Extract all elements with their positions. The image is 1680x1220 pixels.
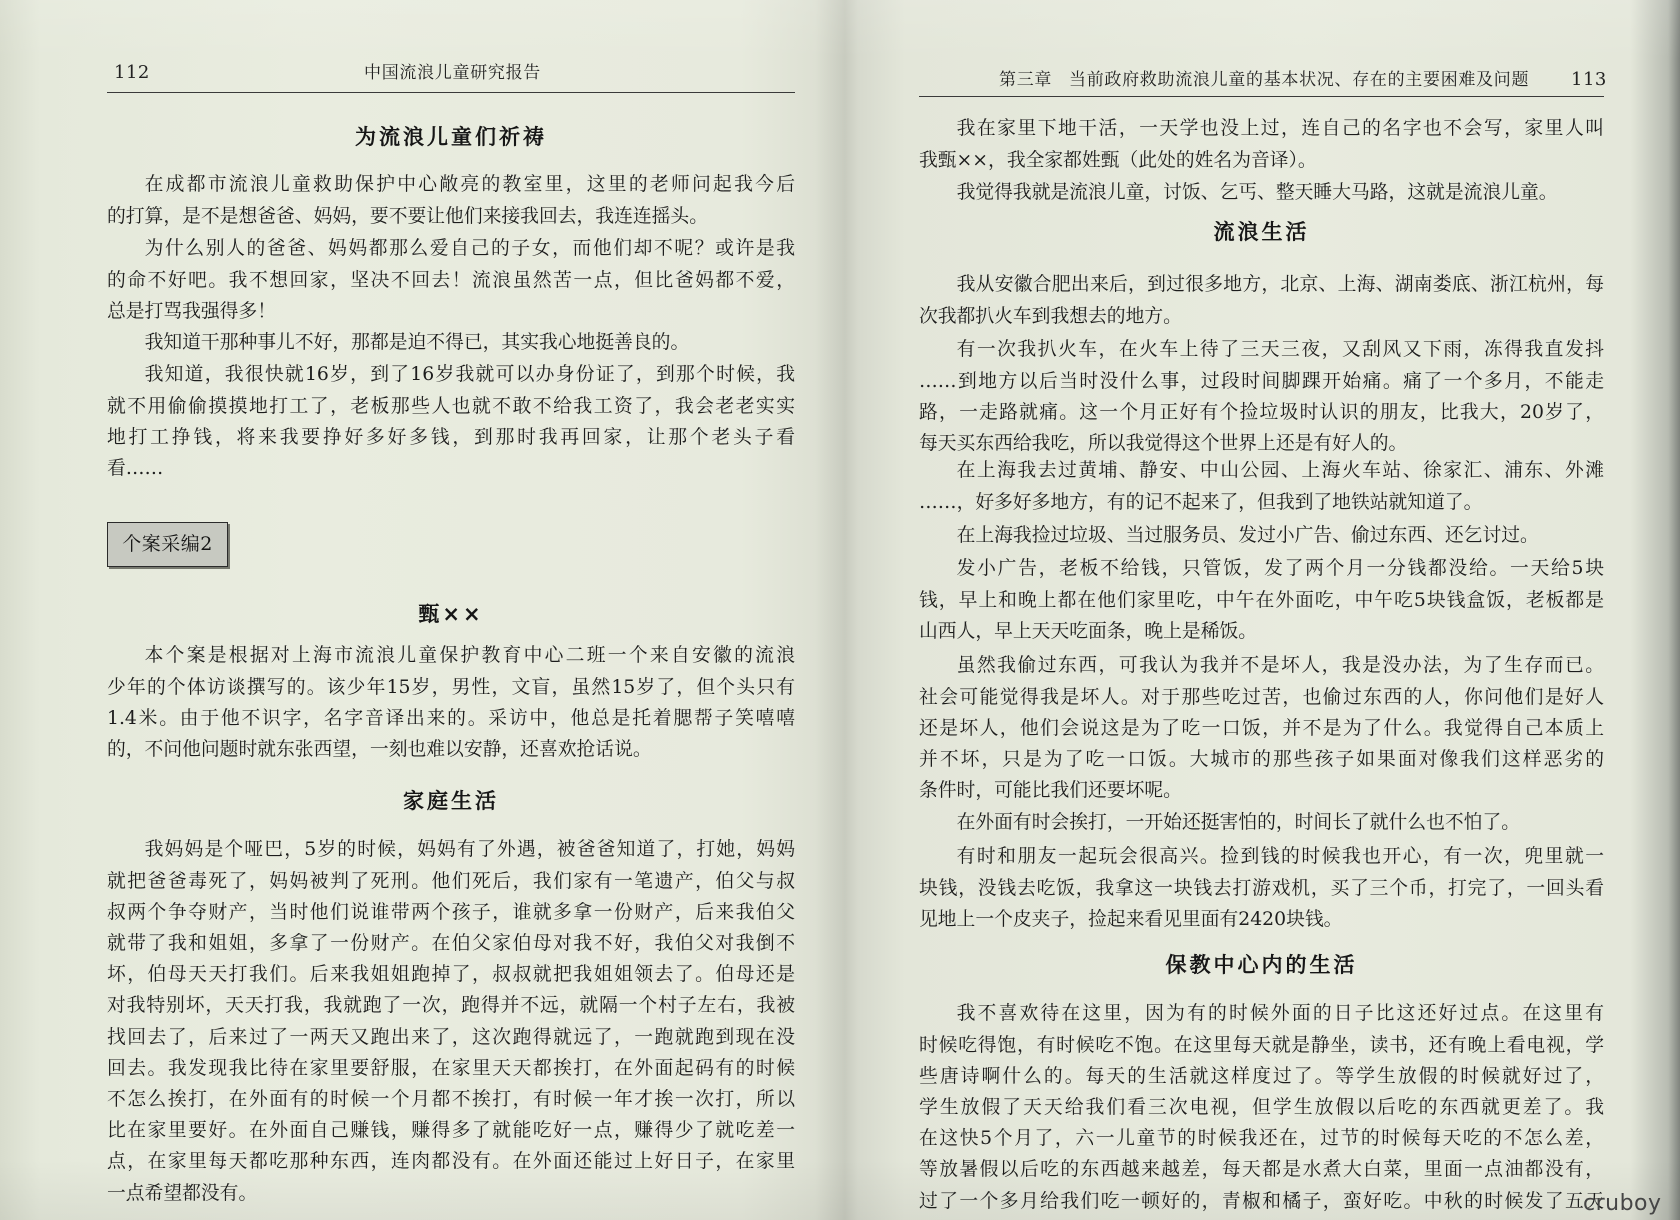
text-line: 块钱，没钱去吃饭，我拿这一块钱去打游戏机，买了三个币，打完了，一回头看 (919, 877, 1604, 899)
text-line: 就把爸爸毒死了，妈妈被判了死刑。他们死后，我们家有一笔遗产，伯父与叔 (107, 870, 795, 892)
text-line: 对我特别坏，天天打我，我就跑了一次，跑得并不远，就隔一个村子左右，我被 (107, 995, 795, 1017)
text-line: 发小广告，老板不给钱，只管饭，发了两个月一分钱都没给。一天给5块 (956, 558, 1604, 580)
text-line: 见地上一个皮夹子，捡起来看见里面有2420块钱。 (919, 908, 1343, 930)
text-line: 在外面有时会挨打，一开始还挺害怕的，时间长了就什么也不怕了。 (956, 812, 1521, 834)
text-line: 路，一走路就痛。这一个月正好有个捡垃圾时认识的朋友，比我大，20岁了， (919, 401, 1604, 423)
text-line: 叔两个争夺财产，当时他们说谁带两个孩子，谁就多拿一份财产，后来我伯父 (107, 901, 795, 923)
left-page-body (107, 0, 795, 1220)
text-line: 有时和朋友一起玩会很高兴。捡到钱的时候我也开心，有一次，兜里就一 (956, 846, 1604, 868)
text-line: 不怎么挨打，在外面有的时候一个月都不挨打，有时候一年才挨一次打，所以 (107, 1089, 795, 1110)
text-line: 虽然我偷过东西，可我认为我并不是坏人，我是没办法，为了生存而已。 (956, 655, 1604, 677)
text-line: 坏，伯母天天打我们。后来我姐姐跑掉了，叔叔就把我姐姐领去了。伯母还是 (107, 964, 795, 986)
text-line: 1.4米。由于他不识字，名字音译出来的。采访中，他总是托着腮帮子笑嘻嘻 (107, 707, 795, 729)
text-line: 回去。我发现我比待在家里要舒服，在家里天天都挨打，在外面起码有的时候 (107, 1057, 795, 1079)
right-running-head: 当前政府救助流浪儿童的基本状况、存在的主要困难及问题 (1069, 70, 1530, 90)
text-line: 少年的个体访谈撰写的。该少年15岁，男性，文盲，虽然15岁了，但个头只有 (107, 676, 795, 698)
text-line: 社会可能觉得我是坏人。对于那些吃过苦，也偷过东西的人，你问他们是好人 (919, 686, 1604, 708)
text-line: 钱，早上和晚上都在他们家里吃，中午在外面吃，中午吃5块钱盒饭，老板都是 (919, 589, 1604, 611)
text-line: 的，不问他问题时就东张西望，一刻也难以安静，还喜欢抢话说。 (107, 739, 652, 760)
text-line: 找回去了，后来过了一两天又跑出来了，这次跑得就远了，一跑就跑到现在没 (107, 1026, 795, 1048)
text-line: 在上海我捡过垃圾、当过服务员、发过小广告、偷过东西、还乞讨过。 (956, 525, 1539, 547)
left-page-number: 112 (114, 62, 150, 83)
text-line: 我妈妈是个哑巴，5岁的时候，妈妈有了外遇，被爸爸知道了，打她，妈妈 (144, 839, 795, 861)
text-line: 总是打骂我强得多！ (107, 300, 277, 322)
text-line: 我在家里下地干活，一天学也没上过，连自己的名字也不会写，家里人叫 (956, 118, 1604, 140)
text-line: 我不喜欢待在这里，因为有的时候外面的日子比这还好过点。在这里有 (956, 1003, 1604, 1025)
text-line: 每天买东西给我吃，所以我觉得这个世界上还是有好人的。 (919, 433, 1408, 454)
text-line: 我知道，我很快就16岁，到了16岁我就可以办身份证了，到那个时候，我 (144, 364, 795, 386)
text-line: ……，好多好多地方，有的记不起来了，但我到了地铁站就知道了。 (919, 491, 1483, 513)
section-heading: 为流浪儿童们祈祷 (355, 125, 547, 149)
text-line: 我觉得我就是流浪儿童，讨饭、乞丐、整天睡大马路，这就是流浪儿童。 (956, 182, 1558, 204)
text-line: ……到地方以后当时没什么事，过段时间脚踝开始痛。痛了一个多月，不能走 (919, 370, 1604, 392)
text-line: 我知道干那种事儿不好，那都是迫不得已，其实我心地挺善良的。 (144, 332, 690, 354)
text-line: 学生放假了天天给我们看三次电视，但学生放假以后吃的东西就更差了。我 (919, 1097, 1604, 1118)
text-line: 在成都市流浪儿童救助保护中心敞亮的教室里，这里的老师问起我今后 (144, 174, 795, 196)
right-chapter-label: 第三章 (999, 70, 1053, 90)
text-line: 的打算，是不是想爸爸、妈妈，要不要让他们来接我回去，我连连摇头。 (107, 205, 708, 227)
text-line: 为什么别人的爸爸、妈妈都那么爱自己的子女，而他们却不呢？或许是我 (144, 238, 795, 260)
left-running-head: 中国流浪儿童研究报告 (364, 63, 541, 83)
text-line: 就带了我和姐姐，多拿了一份财产。在伯父家伯母对我不好，我伯父对我倒不 (107, 933, 795, 954)
text-line: 有一次我扒火车，在火车上待了三天三夜，又刮风又下雨，冻得我直发抖 (956, 339, 1604, 361)
case-label-box: 个案采编2 (107, 522, 228, 567)
text-line: 次我都扒火车到我想去的地方。 (919, 305, 1182, 327)
text-line: 点，在家里每天都吃那种东西，连肉都没有。在外面还能过上好日子，在家里 (107, 1151, 795, 1173)
text-line: 本个案是根据对上海市流浪儿童保护教育中心二班一个来自安徽的流浪 (144, 645, 795, 667)
text-line: 时候吃得饱，有时候吃不饱。在这里每天就是静坐，读书，还有晚上看电视，学 (919, 1034, 1604, 1056)
text-line: 就不用偷偷摸摸地打工了，老板那些人也就不敢不给我工资了，我会老老实实 (107, 395, 795, 417)
text-line: 看…… (107, 458, 164, 479)
text-line: 过了一个多月给我们吃一顿好的，青椒和橘子，蛮好吃。中秋的时候发了五天 (919, 1190, 1604, 1212)
text-line: 在上海我去过黄埔、静安、中山公园、上海火车站、徐家汇、浦东、外滩 (956, 460, 1604, 482)
text-line: 我甄××，我全家都姓甄（此处的姓名为音译）。 (919, 149, 1317, 171)
text-line: 我从安徽合肥出来后，到过很多地方，北京、上海、湖南娄底、浙江杭州，每 (956, 274, 1604, 296)
text-line: 还是坏人，他们会说这是为了吃一口饭，并不是为了什么。我觉得自己本质上 (919, 717, 1604, 739)
text-line: 一点希望都没有。 (107, 1182, 258, 1204)
text-line: 比在家里要好。在外面自己赚钱，赚得多了就能吃好一点，赚得少了就吃差一 (107, 1120, 795, 1142)
section-heading: 保教中心内的生活 (1165, 953, 1358, 977)
text-line: 并不坏，只是为了吃一口饭。大城市的那些孩子如果面对像我们这样恶劣的 (919, 749, 1604, 770)
text-line: 山西人，早上天天吃面条，晚上是稀饭。 (919, 620, 1258, 642)
text-line: 的命不好吧。我不想回家，坚决不回去！流浪虽然苦一点，但比爸妈都不爱， (107, 269, 795, 291)
watermark: cruboy (1583, 1191, 1662, 1216)
text-line: 等放暑假以后吃的东西越来越差，每天都是水煮大白菜，里面一点油都没有， (919, 1159, 1604, 1181)
section-heading: 家庭生活 (403, 789, 499, 813)
right-page-body (919, 0, 1604, 1220)
section-heading: 甄×× (418, 602, 484, 626)
right-page-number: 113 (1571, 69, 1607, 90)
text-line: 在这快5个月了，六一儿童节的时候我还在，过节的时候每天吃的不怎么差， (919, 1128, 1604, 1150)
section-heading: 流浪生活 (1213, 220, 1310, 244)
text-line: 条件时，可能比我们还要坏呢。 (919, 780, 1182, 802)
text-line: 些唐诗啊什么的。每天的生活就这样度过了。等学生放假的时候就好过了， (919, 1065, 1604, 1087)
text-line: 地打工挣钱，将来我要挣好多好多钱，到那时我再回家，让那个老头子看 (107, 426, 795, 448)
